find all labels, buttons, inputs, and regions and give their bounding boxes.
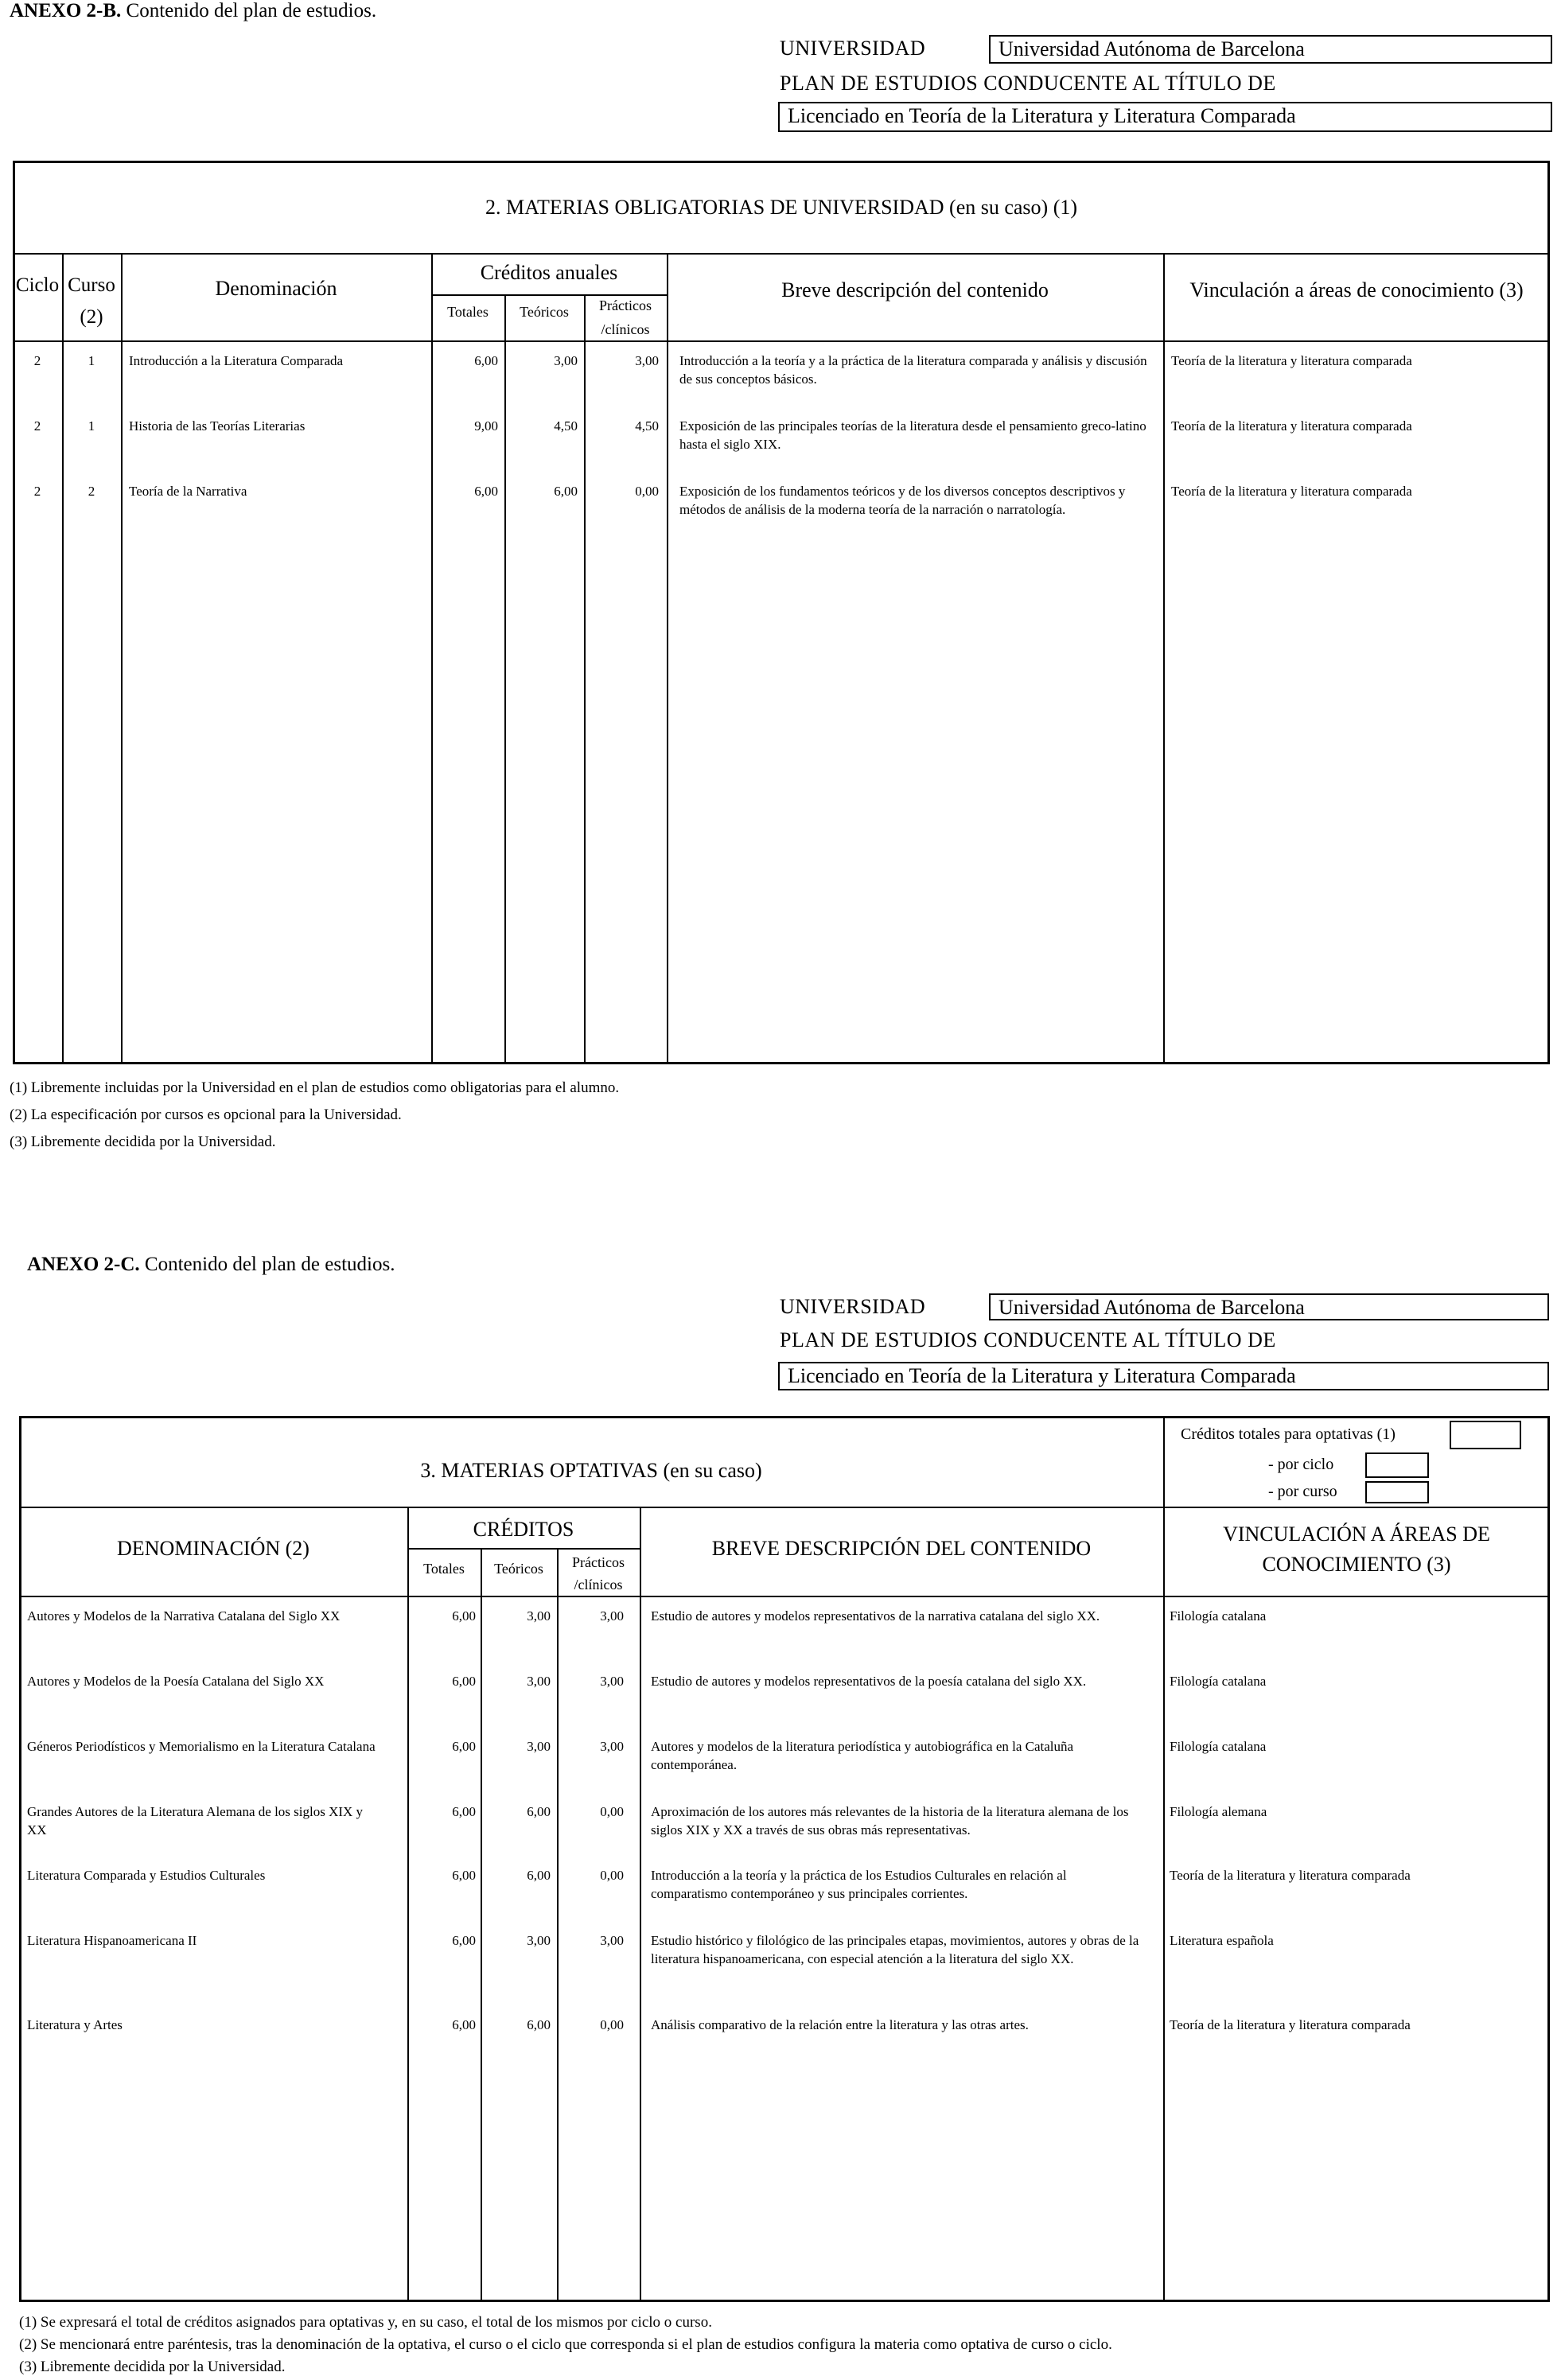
cell-c-denominacion: Grandes Autores de la Literatura Alemana de los siglos XIX y XX <box>27 1804 364 1838</box>
header-curso: Curso <box>68 274 115 296</box>
cell-descripcion: Introducción a la teoría y a la práctica de la literatura comparada y análisis y discusión de sus conceptos básicos. <box>679 353 1147 387</box>
cell-c-teoricos: 6,00 <box>527 1804 551 1819</box>
note-c-3: (3) Libremente decidida por la Universidad. <box>19 2359 286 2375</box>
header-totales: Totales <box>447 304 489 320</box>
cell-vinculacion: Teoría de la literatura y literatura comparada <box>1171 418 1412 434</box>
note-b-2: (2) La especificación por cursos es opcional para la Universidad. <box>10 1106 402 1123</box>
plan-label-b: PLAN DE ESTUDIOS CONDUCENTE AL TÍTULO DE <box>780 72 1276 95</box>
cell-c-vinculacion: Literatura española <box>1170 1933 1274 1948</box>
cell-curso: 1 <box>88 418 95 434</box>
cell-practicos: 0,00 <box>635 484 659 499</box>
universidad-label-b: UNIVERSIDAD <box>780 37 926 60</box>
cell-totales: 9,00 <box>474 418 498 434</box>
table-b-header-bottom <box>13 340 1550 342</box>
note-b-1: (1) Libremente incluidas por la Universidad en el plan de estudios como obligatorias para el alumno. <box>10 1079 620 1096</box>
cell-c-practicos: 3,00 <box>600 1933 624 1948</box>
cell-c-denominacion: Literatura Comparada y Estudios Culturales <box>27 1868 266 1883</box>
cell-descripcion: Exposición de los fundamentos teóricos y de los diversos conceptos descriptivos y métodos de análisis de la moderna teoría de la narración o narratología. <box>679 484 1126 517</box>
cell-vinculacion: Teoría de la literatura y literatura comparada <box>1171 353 1412 368</box>
cell-c-vinculacion: Filología catalana <box>1170 1608 1267 1624</box>
cell-c-descripcion: Estudio de autores y modelos representativos de la narrativa catalana del siglo XX. <box>651 1608 1100 1624</box>
cell-c-totales: 6,00 <box>452 1868 476 1883</box>
col-line <box>584 294 586 1064</box>
cell-curso: 2 <box>88 484 95 499</box>
col-line <box>667 253 668 1064</box>
header-teoricos: Teóricos <box>520 304 569 320</box>
cell-c-denominacion: Autores y Modelos de la Poesía Catalana del Siglo XX <box>27 1674 325 1689</box>
cell-c-descripcion: Estudio de autores y modelos representativos de la poesía catalana del siglo XX. <box>651 1674 1087 1689</box>
cell-c-denominacion: Autores y Modelos de la Narrativa Catalana del Siglo XX <box>27 1608 341 1624</box>
por-curso-box <box>1365 1481 1429 1503</box>
header-c-denominacion: DENOMINACIÓN (2) <box>117 1537 309 1560</box>
header-c-vinculacion-1: VINCULACIÓN A ÁREAS DE <box>1223 1522 1490 1546</box>
cell-c-descripcion: Autores y modelos de la literatura periodística y autobiográfica en la Cataluña contemporánea. <box>651 1739 1074 1772</box>
cell-c-descripcion: Estudio histórico y filológico de las principales etapas, movimientos, autores y obras de la literatura hispanoamericana, con especial atención a la literatura del siglo XX. <box>651 1933 1139 1966</box>
cell-ciclo: 2 <box>33 484 41 499</box>
cell-teoricos: 3,00 <box>554 353 578 368</box>
cell-c-teoricos: 3,00 <box>527 1739 551 1754</box>
por-curso-label: - por curso <box>1268 1483 1337 1500</box>
col-line <box>481 1548 482 2302</box>
cell-c-totales: 6,00 <box>452 2017 476 2032</box>
col-line <box>504 294 506 1064</box>
table-c-title: 3. MATERIAS OPTATIVAS (en su caso) <box>420 1459 762 1482</box>
cell-totales: 6,00 <box>474 484 498 499</box>
cell-c-practicos: 0,00 <box>600 1868 624 1883</box>
cell-c-practicos: 0,00 <box>600 2017 624 2032</box>
header-denominacion: Denominación <box>215 277 337 300</box>
cell-c-denominacion: Géneros Periodísticos y Memorialismo en la Literatura Catalana <box>27 1739 376 1754</box>
cell-practicos: 3,00 <box>635 353 659 368</box>
cell-c-practicos: 0,00 <box>600 1804 624 1819</box>
cell-c-practicos: 3,00 <box>600 1739 624 1754</box>
header-c-totales: Totales <box>423 1561 465 1577</box>
note-c-2: (2) Se mencionará entre paréntesis, tras la denominación de la optativa, el curso o el ciclo que corresponda si el plan de estudios configura la materia como optativa de curso o ciclo. <box>19 2336 1112 2353</box>
cell-c-vinculacion: Filología catalana <box>1170 1674 1267 1689</box>
header-creditos-anuales: Créditos anuales <box>480 261 618 284</box>
cell-c-descripcion: Aproximación de los autores más relevantes de la historia de la literatura alemana de los siglos XIX y XX a través de sus obras más representativas. <box>651 1804 1129 1838</box>
table-b-title: 2. MATERIAS OBLIGATORIAS DE UNIVERSIDAD (en su caso) (1) <box>485 196 1078 219</box>
cell-c-totales: 6,00 <box>452 1674 476 1689</box>
col-line <box>557 1548 559 2302</box>
cell-c-practicos: 3,00 <box>600 1674 624 1689</box>
header-c-teoricos: Teóricos <box>494 1561 543 1577</box>
cell-descripcion: Exposición de las principales teorías de la literatura desde el pensamiento greco-latino hasta el siglo XIX. <box>679 418 1146 452</box>
header-c-clinicos: /clínicos <box>574 1577 623 1592</box>
universidad-label-c: UNIVERSIDAD <box>780 1295 926 1318</box>
creditos-sub-line <box>407 1548 640 1550</box>
anexo-2c-subtitle: Contenido del plan de estudios. <box>139 1254 395 1275</box>
cell-c-teoricos: 6,00 <box>527 1868 551 1883</box>
col-line <box>1163 1416 1165 2302</box>
por-ciclo-box <box>1365 1452 1429 1478</box>
cell-ciclo: 2 <box>33 418 41 434</box>
anexo-2b-label: ANEXO 2-B. <box>10 0 122 21</box>
cell-ciclo: 2 <box>33 353 41 368</box>
cell-totales: 6,00 <box>474 353 498 368</box>
col-line <box>62 253 64 1064</box>
cell-c-totales: 6,00 <box>452 1804 476 1819</box>
header-practicos: Prácticos <box>599 298 652 313</box>
col-line <box>640 1507 641 2302</box>
header-c-vinculacion-2: CONOCIMIENTO (3) <box>1262 1553 1451 1576</box>
header-vinculacion: Vinculación a áreas de conocimiento (3) <box>1189 278 1524 301</box>
col-line <box>1163 253 1165 1064</box>
header-c-creditos: CRÉDITOS <box>473 1518 574 1541</box>
cell-vinculacion: Teoría de la literatura y literatura comparada <box>1171 484 1412 499</box>
cell-c-totales: 6,00 <box>452 1739 476 1754</box>
header-clinicos: /clínicos <box>601 321 650 337</box>
table-b-divider <box>13 253 1550 255</box>
anexo-2b-subtitle: Contenido del plan de estudios. <box>121 0 377 21</box>
col-line <box>121 253 123 1064</box>
cell-practicos: 4,50 <box>635 418 659 434</box>
cell-c-totales: 6,00 <box>452 1608 476 1624</box>
titulo-value-c: Licenciado en Teoría de la Literatura y Literatura Comparada <box>778 1362 1549 1390</box>
por-ciclo-label: - por ciclo <box>1268 1456 1334 1473</box>
col-line <box>407 1507 409 2302</box>
plan-label-c: PLAN DE ESTUDIOS CONDUCENTE AL TÍTULO DE <box>780 1328 1276 1351</box>
header-descripcion: Breve descripción del contenido <box>781 278 1049 301</box>
creditos-sub-line <box>431 294 667 296</box>
anexo-2c-label: ANEXO 2-C. <box>27 1254 140 1275</box>
cell-c-teoricos: 3,00 <box>527 1933 551 1948</box>
col-line <box>431 253 433 1064</box>
universidad-value-c: Universidad Autónoma de Barcelona <box>989 1293 1549 1320</box>
cell-denominacion: Introducción a la Literatura Comparada <box>129 353 344 368</box>
cell-c-totales: 6,00 <box>452 1933 476 1948</box>
cell-denominacion: Teoría de la Narrativa <box>129 484 247 499</box>
cell-c-vinculacion: Filología alemana <box>1170 1804 1267 1819</box>
anexo-2c-heading <box>27 1254 395 1276</box>
header-c-descripcion: BREVE DESCRIPCIÓN DEL CONTENIDO <box>711 1537 1092 1560</box>
cell-curso: 1 <box>88 353 95 368</box>
cell-teoricos: 4,50 <box>554 418 578 434</box>
universidad-value-b: Universidad Autónoma de Barcelona <box>989 35 1552 64</box>
cell-c-teoricos: 3,00 <box>527 1608 551 1624</box>
cell-c-denominacion: Literatura y Artes <box>27 2017 123 2032</box>
titulo-value-b: Licenciado en Teoría de la Literatura y Literatura Comparada <box>778 102 1552 132</box>
cell-c-vinculacion: Filología catalana <box>1170 1739 1267 1754</box>
cell-c-practicos: 3,00 <box>600 1608 624 1624</box>
cell-c-vinculacion: Teoría de la literatura y literatura comparada <box>1170 2017 1411 2032</box>
anexo-2b-heading <box>10 0 376 22</box>
cell-denominacion: Historia de las Teorías Literarias <box>129 418 306 434</box>
table-c-header-bottom <box>19 1596 1550 1597</box>
header-ciclo: Ciclo <box>15 274 60 296</box>
table-c-divider <box>19 1507 1550 1508</box>
optativas-totales-box <box>1450 1421 1521 1449</box>
cell-teoricos: 6,00 <box>554 484 578 499</box>
header-curso-note: (2) <box>80 306 103 328</box>
cell-c-descripcion: Análisis comparativo de la relación entre la literatura y las otras artes. <box>651 2017 1029 2032</box>
header-c-practicos: Prácticos <box>572 1554 625 1570</box>
cell-c-denominacion: Literatura Hispanoamericana II <box>27 1933 197 1948</box>
cell-c-teoricos: 6,00 <box>527 2017 551 2032</box>
cell-c-descripcion: Introducción a la teoría y la práctica de los Estudios Culturales en relación al comparatismo contemporáneo y sus principales corrientes. <box>651 1868 1067 1901</box>
cell-c-vinculacion: Teoría de la literatura y literatura comparada <box>1170 1868 1411 1883</box>
optativas-totales-label: Créditos totales para optativas (1) <box>1181 1425 1396 1443</box>
cell-c-teoricos: 3,00 <box>527 1674 551 1689</box>
note-b-3: (3) Libremente decidida por la Universidad. <box>10 1134 276 1150</box>
note-c-1: (1) Se expresará el total de créditos asignados para optativas y, en su caso, el total de los mismos por ciclo o curso. <box>19 2314 712 2331</box>
